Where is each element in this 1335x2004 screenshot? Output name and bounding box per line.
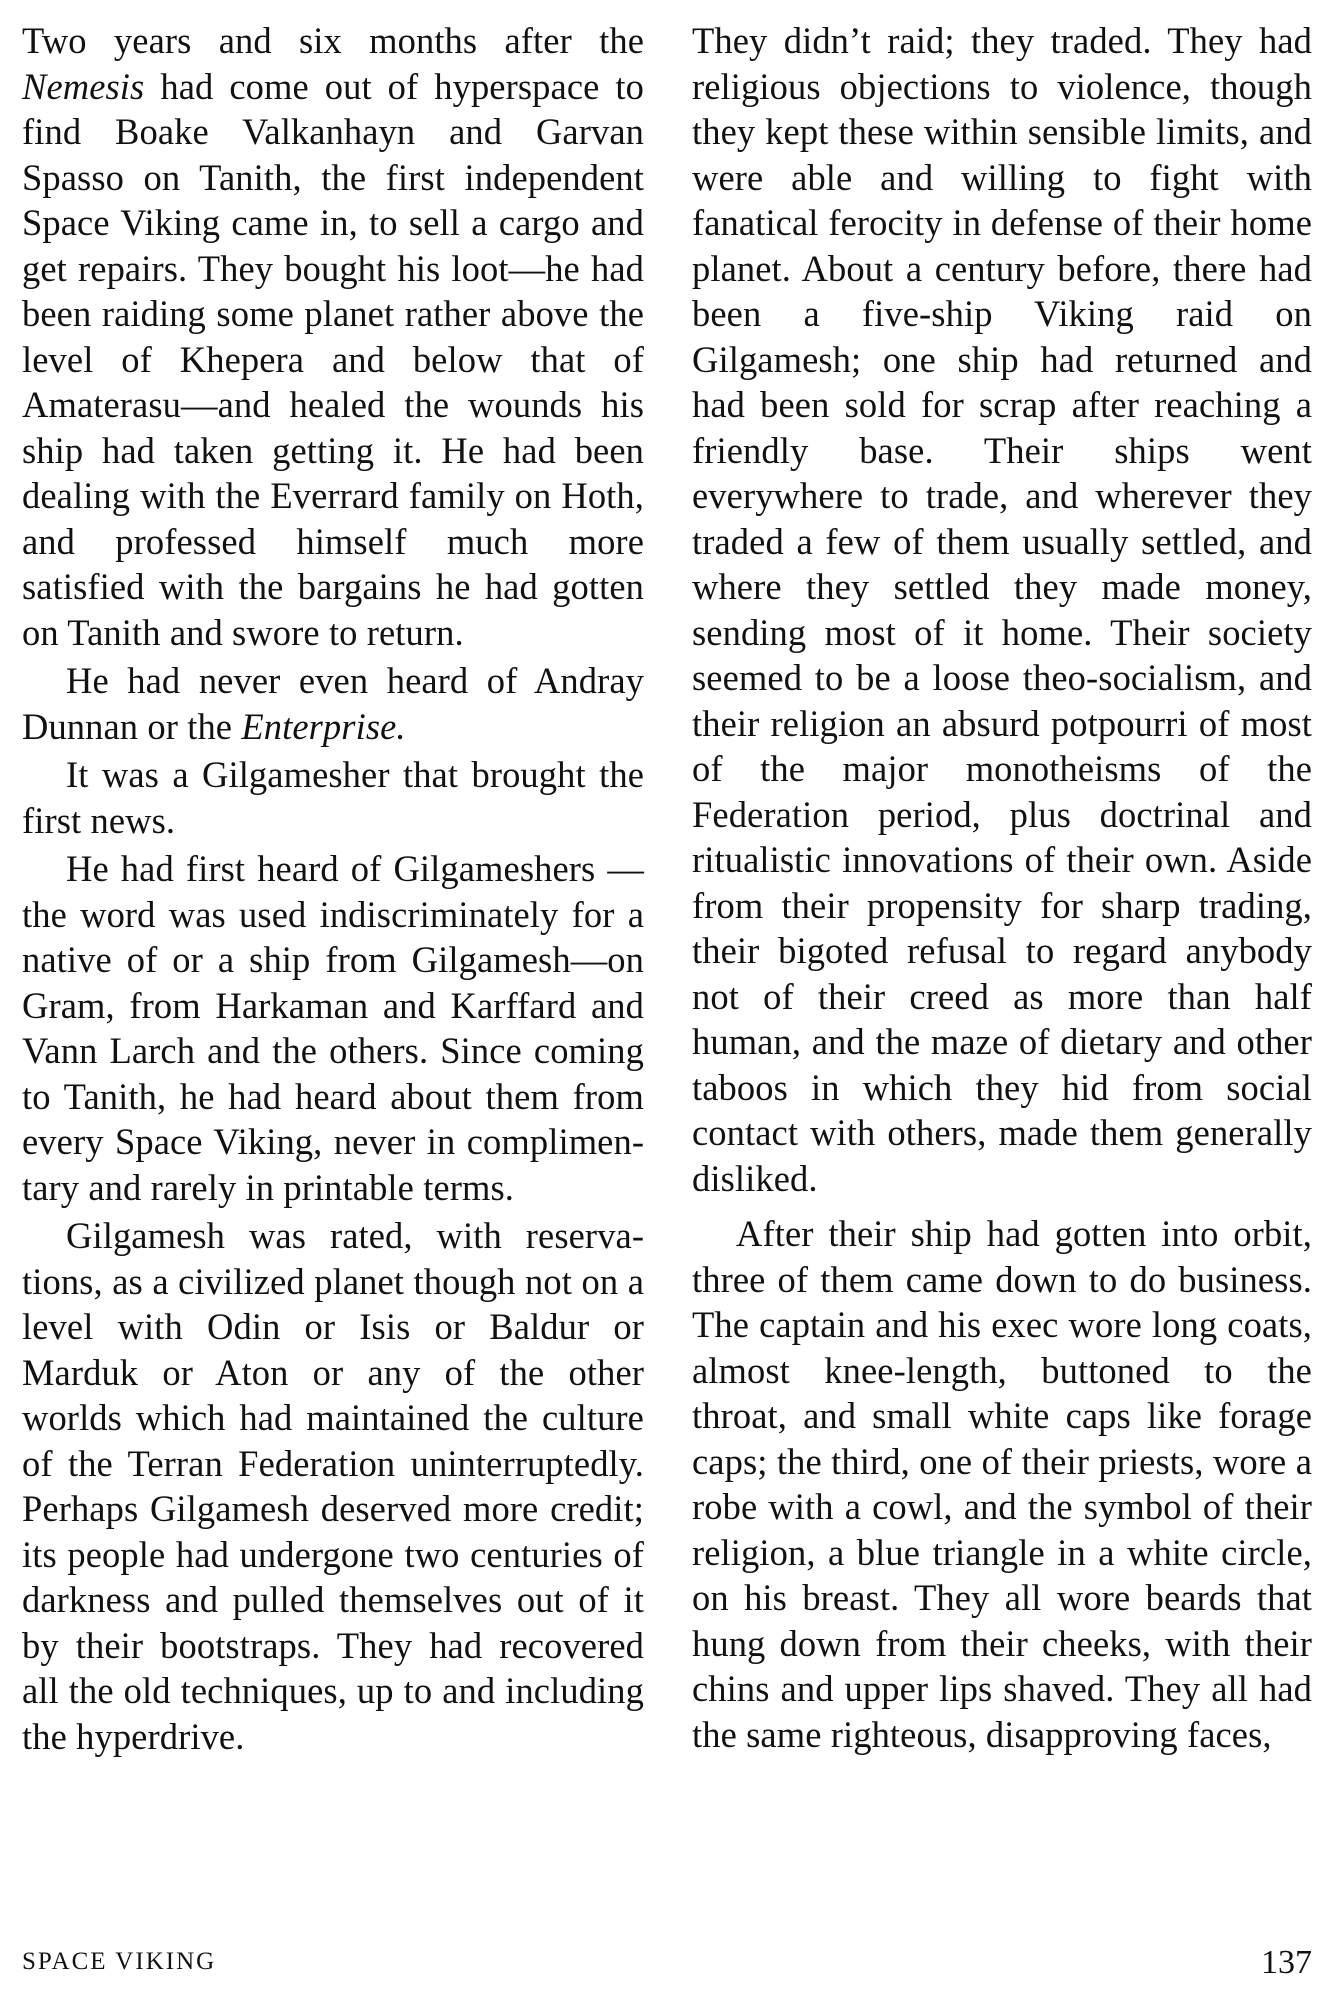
page-number: 137	[1261, 1944, 1312, 1981]
paragraph: They didn’t raid; they traded. They had religious objections to violence, though they kept these within sensible limits, and were able and willing to fight with fanatical ferocity in defense of their home planet. About a century before, there had been a five-ship Viking raid on Gilgamesh; one ship had returned and had been sold for scrap after reaching a friendly base. Their ships went everywhere to trade, and wherever they traded a few of them usually settled, and where they settled they made money, sending most of it home. Their society seemed to be a loose theo-socialism, and their religion an absurd potpourri of most of the major monotheisms of the Federation period, plus doctrinal and ritualistic innovations of their own. Aside from their propensity for sharp trading, their bigoted refusal to regard anybody not of their creed as more than half human, and the maze of dietary and other taboos in which they hid from social contact with others, made them generally disliked.	[692, 20, 1312, 1199]
paragraph: He had never even heard of Andray Dunnan or the Enterprise.	[22, 660, 644, 747]
paragraph: After their ship had gotten into orbit, three of them came down to do business. The captain and his exec wore long coats, almost knee-length, buttoned to the throat, and small white caps like forage caps; the third, one of their priests, wore a robe with a cowl, and the symbol of their religion, a blue triangle in a white circle, on his breast. They all wore beards that hung down from their cheeks, with their chins and upper lips shaved. They all had the same righteous, disapproving faces,	[692, 1213, 1312, 1755]
left-column	[22, 18, 644, 1762]
paragraph: Gilgamesh was rated, with reservations, as a civilized planet though not on a level with Odin or Isis or Baldur or Marduk or Aton or any of the other worlds which had maintained the culture of the Terran Federation uninterruptedly. Perhaps Gilgamesh deserved more credit; its people had undergone two centuries of darkness and pulled themselves out of it by their bootstraps. They had recovered all the old techniques, up to and including the hyperdrive.	[22, 1215, 644, 1757]
right-column	[692, 18, 1312, 1760]
italic-title: Enterprise.	[241, 705, 406, 747]
paragraph: Two years and six months after the Nemesis had come out of hyperspace to find Boake Valkanhayn and Garvan Spasso on Tanith, the first independent Space Viking came in, to sell a cargo and get repairs. They bought his loot—he had been raiding some planet rather above the level of Khepera and below that of Amaterasu—and healed the wounds his ship had taken getting it. He had been dealing with the Everrard family on Hoth, and professed himself much more satisfied with the bargains he had gotten on Tanith and swore to return.	[22, 20, 644, 653]
paragraph: It was a Gilgamesher that brought the first news.	[22, 754, 644, 841]
italic-title: Nemesis	[22, 65, 145, 107]
paragraph: He had first heard of Gilgameshers —the word was used indiscriminately for a native of or a ship from Gilgamesh—on Gram, from Harkaman and Karffard and Vann Larch and the others. Since coming to Tanith, he had heard about them from every Space Viking, never in complimentary and rarely in printable terms.	[22, 848, 644, 1208]
page-footer	[22, 1944, 1312, 1988]
running-title: SPACE VIKING	[22, 1948, 217, 1975]
